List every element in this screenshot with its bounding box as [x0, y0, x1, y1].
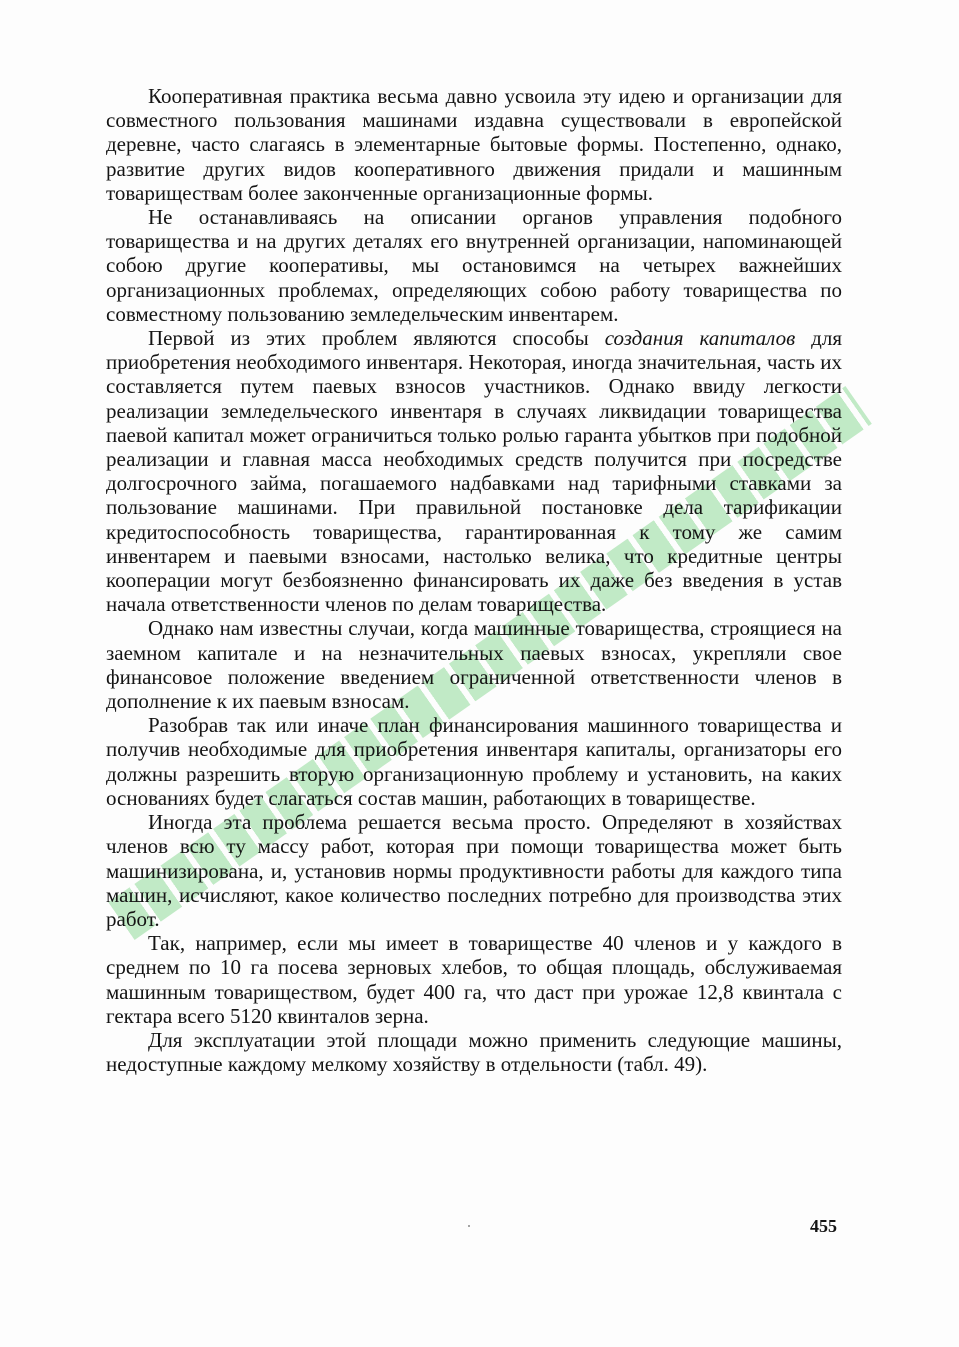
- scan-speck: [468, 1225, 470, 1227]
- page-number: 455: [810, 1216, 837, 1236]
- paragraph-1: Кооперативная практика весьма давно усвоила эту идею и организации для совместного пользования машинами издавна существовали в европейской деревне, часто слагаясь в элементарные бытовые формы. Постепенно, однако, развитие других видов кооперативного движения придали и машинным товариществам более законченные организационные формы.: [106, 84, 842, 205]
- paragraph-3-lead: Первой из этих проблем являются способы: [148, 326, 605, 351]
- paragraph-2: Не останавливаясь на описании органов управления подобного товарищества и на других деталях его внутренней организации, напоминающей собою другие кооперативы, мы остановимся на четырех важнейших организационных проблемах, определяющих собою работу товарищества по совместному пользованию земледельческим инвентарем.: [106, 205, 842, 326]
- paragraph-5: Разобрав так или иначе план финансирования машинного товарищества и получив необходимые для приобретения инвентаря капиталы, организаторы его должны разрешить вторую организационную проблему и установить, на каких основаниях будет слагаться состав машин, работающих в товариществе.: [106, 713, 842, 810]
- paragraph-3-emphasis: создания капиталов: [604, 326, 796, 351]
- paragraph-4: Однако нам известны случаи, когда машинные товарищества, строящиеся на заемном капитале и на незначительных паевых взносах, укрепляли свое финансовое положение введением ограниченной ответственности членов в дополнение к их паевым взносам.: [106, 616, 842, 714]
- paragraph-6: Иногда эта проблема решается весьма просто. Определяют в хозяйствах членов всю ту массу работ, которая при помощи товарищества может быть машинизирована, и, установив нормы продуктивности работы для каждого типа машин, исчисляют, какое количество последних потребно для производства этих работ.: [106, 810, 842, 931]
- paragraph-7: Так, например, если мы имеет в товариществе 40 членов и у каждого в среднем по 10 га посева зерновых хлебов, то общая площадь, обслуживаемая машинным товариществом, будет 400 га, что даст при урожае 12,8 квинтала с гектара всего 5120 квинталов зерна.: [106, 931, 842, 1028]
- body-text: [106, 84, 842, 1076]
- paragraph-8: Для эксплуатации этой площади можно применить следующие машины, недоступные каждому мелкому хозяйству в отдельности (табл. 49).: [106, 1027, 842, 1077]
- paragraph-3: [106, 326, 842, 616]
- paragraph-3-rest: для приобретения необходимого инвентаря. Некоторая, иногда значительная, часть их составляется путем паевых взносов участников. Однако ввиду легкости реализации земледельческого инвентаря в случаях ликвидации товарищества паевой капитал может ограничиться только ролью гаранта убытков при подобной реализации и главная масса необходимых средств получится при посредстве долгосрочного займа, погашаемого надбавками над тарифными ставками за пользование машинами. При правильной постановке дела тарификации кредитоспособность товарищества, гарантированная к тому же самим инвентарем и паевыми взносами, настолько велика, что кредитные центры кооперации могут безбоязненно финансировать их даже без введения в устав начала ответственности членов по делам товарищества.: [106, 326, 842, 617]
